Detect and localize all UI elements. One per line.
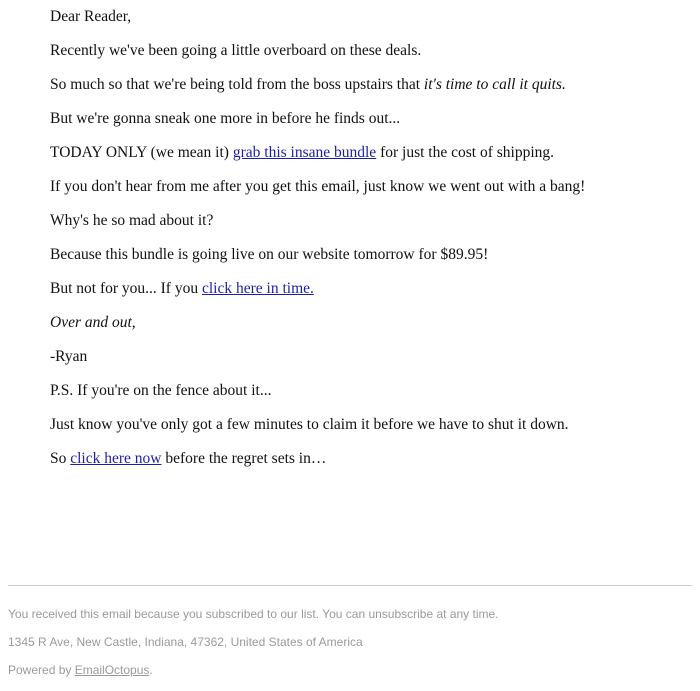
click-here-in-time-link[interactable]: click here in time. bbox=[201, 280, 314, 297]
paragraph-5: If you don't hear from me after you get this email, just know we went out with a bang! bbox=[50, 178, 586, 195]
signoff-text: Over and out, bbox=[50, 314, 136, 331]
email-footer bbox=[8, 600, 499, 684]
grab-bundle-link[interactable]: grab this insane bundle bbox=[232, 144, 377, 161]
ps-line-2: Just know you've only got a few minutes to claim it before we have to shut it down. bbox=[50, 416, 569, 433]
paragraph-2-italic: it's time to call it quits. bbox=[423, 76, 566, 93]
powered-by bbox=[8, 656, 499, 684]
emailoctopus-link[interactable]: EmailOctopus bbox=[74, 663, 150, 677]
paragraph-7: Because this bundle is going live on our website tomorrow for $89.95! bbox=[50, 246, 489, 263]
paragraph-8 bbox=[50, 272, 680, 306]
ps-line-1: P.S. If you're on the fence about it... bbox=[50, 382, 272, 399]
email-letter bbox=[50, 0, 680, 476]
paragraph-4-suffix: for just the cost of shipping. bbox=[376, 144, 555, 161]
paragraph-2 bbox=[50, 68, 680, 102]
signature: -Ryan bbox=[50, 348, 88, 365]
footer-divider bbox=[8, 585, 692, 586]
paragraph-6: Why's he so mad about it? bbox=[50, 212, 214, 229]
signoff bbox=[50, 306, 680, 340]
greeting-line: Dear Reader, bbox=[50, 8, 132, 25]
paragraph-3: But we're gonna sneak one more in before he finds out... bbox=[50, 110, 401, 127]
paragraph-8-text: But not for you... If you bbox=[50, 280, 202, 297]
subscription-notice: You received this email because you subscribed to our list. You can unsubscribe at any time. bbox=[8, 607, 499, 621]
powered-by-text: Powered by bbox=[8, 663, 75, 677]
powered-by-suffix: . bbox=[149, 663, 153, 677]
paragraph-1: Recently we've been going a little overboard on these deals. bbox=[50, 42, 422, 59]
paragraph-4-text: TODAY ONLY (we mean it) bbox=[50, 144, 233, 161]
paragraph-4 bbox=[50, 136, 680, 170]
ps-line-3 bbox=[50, 442, 680, 476]
click-here-now-link[interactable]: click here now bbox=[70, 450, 162, 467]
ps-line-3-suffix: before the regret sets in… bbox=[161, 450, 327, 467]
sender-address: 1345 R Ave, New Castle, Indiana, 47362, United States of America bbox=[8, 635, 363, 649]
ps-line-3-text: So bbox=[50, 450, 71, 467]
paragraph-2-text: So much so that we're being told from the boss upstairs that bbox=[50, 76, 424, 93]
